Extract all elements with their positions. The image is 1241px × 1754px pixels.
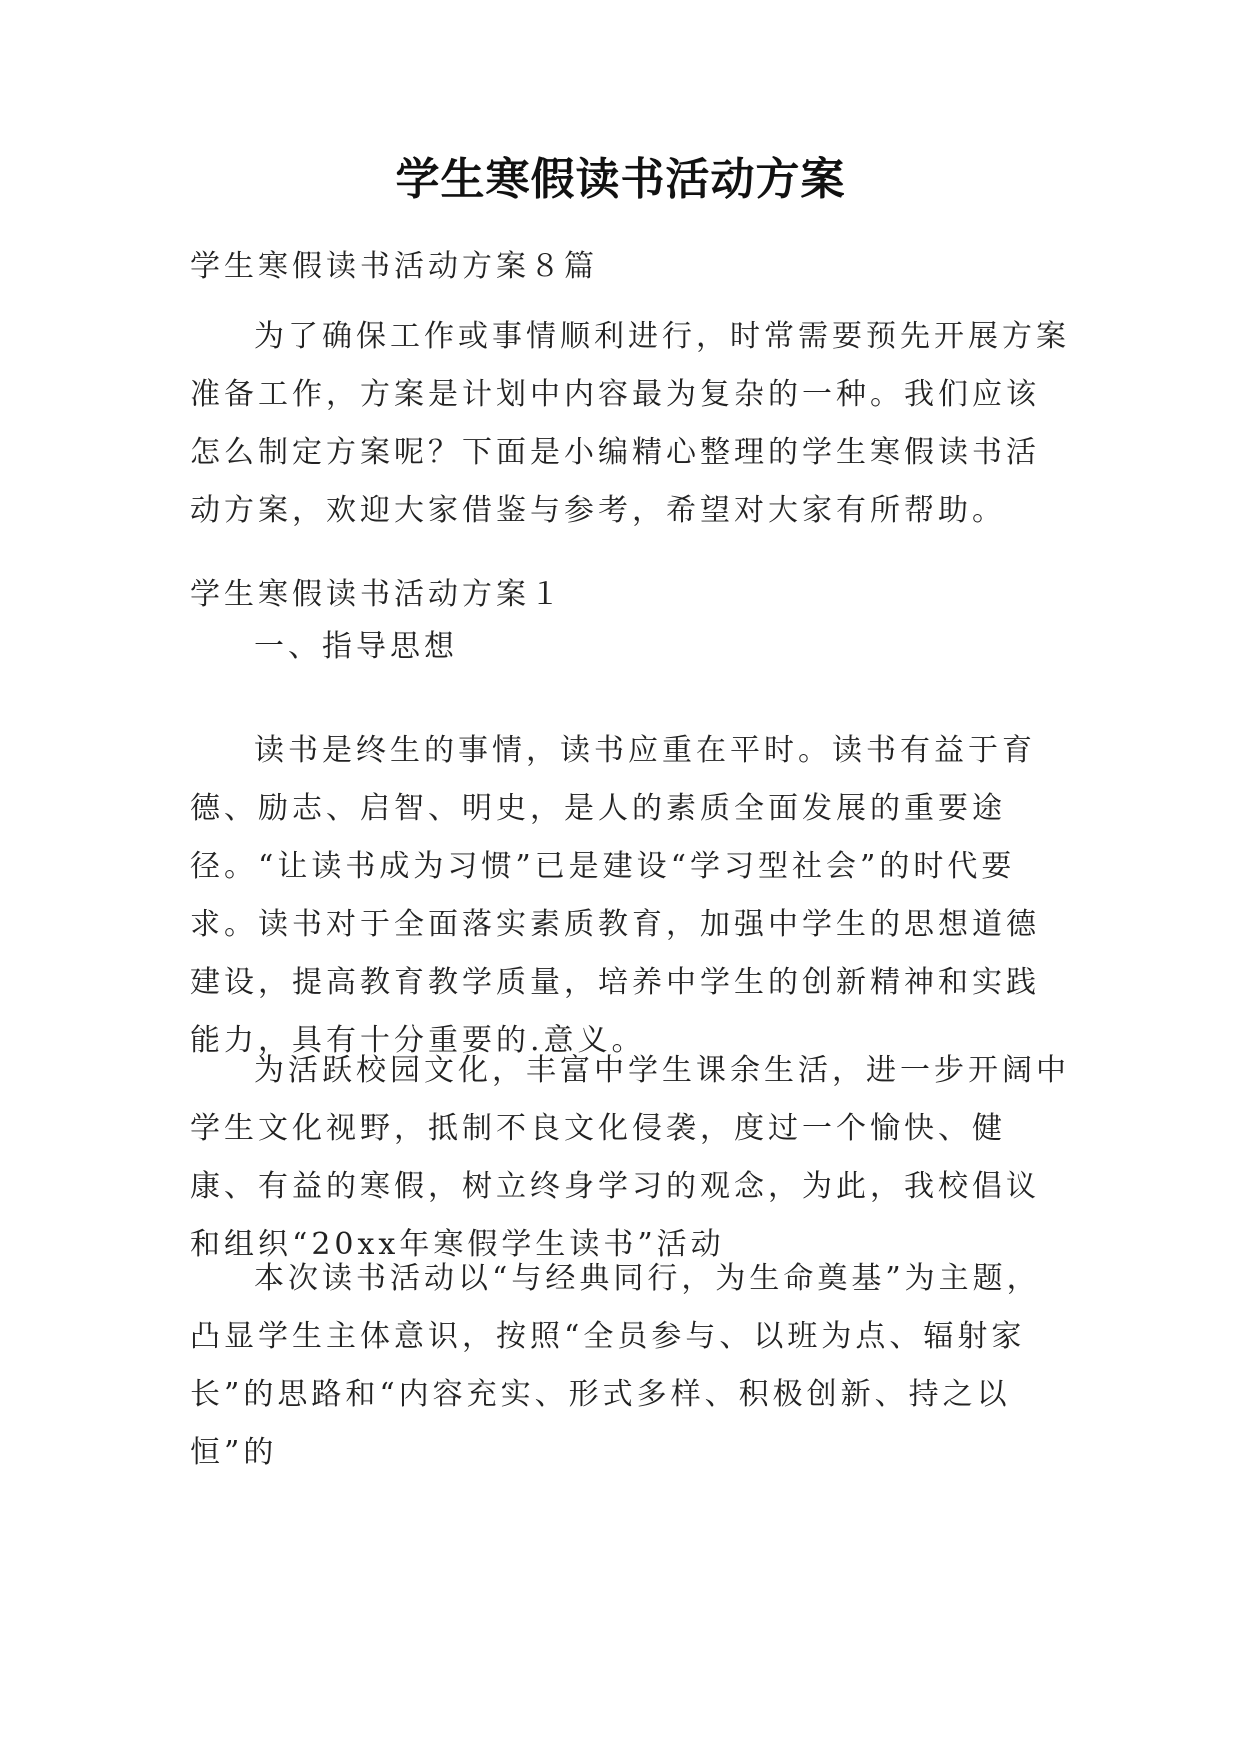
subtitle-text: 学生寒假读书活动方案８篇 bbox=[190, 249, 598, 284]
document-title: 学生寒假读书活动方案 bbox=[395, 154, 846, 205]
section-title bbox=[190, 566, 1070, 624]
heading-guiding-thought bbox=[190, 618, 1070, 676]
body-paragraph-1 bbox=[190, 722, 1070, 1070]
body-paragraph-3 bbox=[190, 1250, 1070, 1482]
paragraph-2-text: 为活跃校园文化，丰富中学生课余生活，进一步开阔中学生文化视野，抵制不良文化侵袭，度过一个愉快、健康、有益的寒假，树立终身学习的观念，为此，我校倡议和组织“20xx年寒假学生读书”活动 bbox=[190, 1053, 1070, 1262]
section-title-text: 学生寒假读书活动方案１ bbox=[190, 577, 564, 612]
intro-text: 为了确保工作或事情顺利进行，时常需要预先开展方案准备工作，方案是计划中内容最为复杂的一种。我们应该怎么制定方案呢？下面是小编精心整理的学生寒假读书活动方案，欢迎大家借鉴与参考，希望对大家有所帮助。 bbox=[190, 319, 1070, 528]
heading-1-text: 一、指导思想 bbox=[254, 629, 458, 664]
body-paragraph-2 bbox=[190, 1042, 1070, 1274]
intro-paragraph bbox=[190, 308, 1070, 540]
paragraph-1-text: 读书是终生的事情，读书应重在平时。读书有益于育德、励志、启智、明史，是人的素质全面发展的重要途径。“让读书成为习惯”已是建设“学习型社会”的时代要求。读书对于全面落实素质教育，加强中学生的思想道德建设，提高教育教学质量，培养中学生的创新精神和实践能力，具有十分重要的.意义。 bbox=[190, 733, 1040, 1058]
paragraph-3-text: 本次读书活动以“与经典同行，为生命奠基”为主题，凸显学生主体意识，按照“全员参与、以班为点、辐射家长”的思路和“内容充实、形式多样、积极创新、持之以恒”的 bbox=[190, 1261, 1041, 1470]
document-subtitle bbox=[190, 238, 1070, 296]
